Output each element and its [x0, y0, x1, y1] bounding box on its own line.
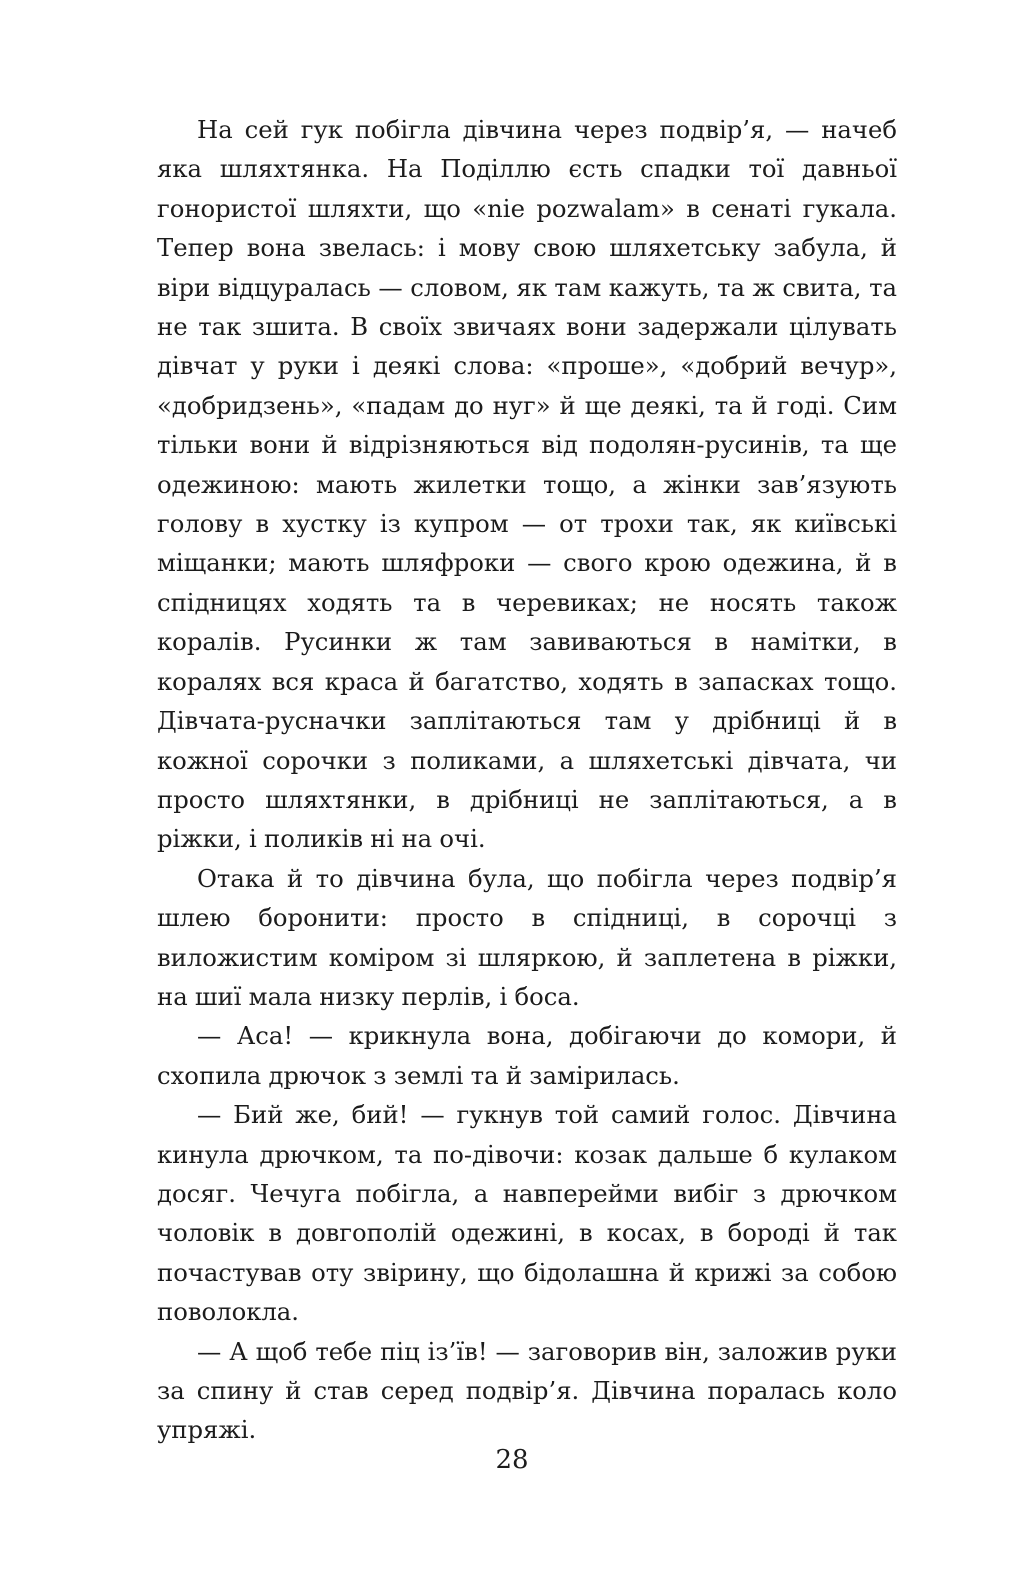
paragraph-3: — Аса! — крикнула вона, добігаючи до комори, й схопила дрючок з землі та й замірилась. — [157, 1021, 897, 1090]
body-text — [157, 110, 897, 1450]
paragraph-4: — Бий же, бий! — гукнув той самий голос. Дівчина кинула дрючком, та по-дівочи: козак дальше б кулаком досяг. Чечуга побігла, а навперейми вибіг з дрючком чоловік в довгополій одежині, в косах, в бороді й так почастував оту звірину, що бідолашна й крижі за собою поволокла. — [157, 1100, 897, 1327]
page-number: 28 — [495, 1445, 529, 1475]
paragraph-1: На сей гук побігла дівчина через подвір’я, — начеб яка шляхтянка. На Поділлю єсть спадки тої давньої гоноpистої шляхти, що «nie pozwalam» в сенаті гукала. Тепер вона звелась: і мову свою шляхетську забула, й віри відцуралась — словом, як там кажуть, та ж свита, та не так зшита. В своїх звичаях вони задержали цілувать дівчат у руки і деякі слова: «проше», «добрий вечур», «добридзень», «падам до нуг» й ще деякі, та й годі. Сим тільки вони й відрізняються від подолян-русинів, та ще одежиною: мають жилетки тощо, а жінки зав’язують голову в хустку із купром — от трохи так, як київські міщанки; мають шляфроки — свого крою одежина, й в спідницях ходять та в черевиках; не носять також коралів. Русинки ж там завиваються в намітки, в коралях вся краса й багатство, ходять в запасках тощо. Дівчата-русначки заплітаються там у дрібниці й в кожної сорочки з поликами, а шляхетські дівчата, чи просто шляхтянки, в дрібниці не заплітаються, а в ріжки, і поликів ні на очі. — [157, 115, 897, 854]
paragraph-5: — А щоб тебе піц із’їв! — заговорив він, заложив руки за спину й став серед подвір’я. Дівчина поралась коло упряжі. — [157, 1336, 897, 1445]
paragraph-2: Отака й то дівчина була, що побігла через подвір’я шлею боронити: просто в спідниці, в сорочці з виложистим коміром зі шляркою, й заплетена в ріжки, на шиї мала низку перлів, і боса. — [157, 863, 897, 1011]
